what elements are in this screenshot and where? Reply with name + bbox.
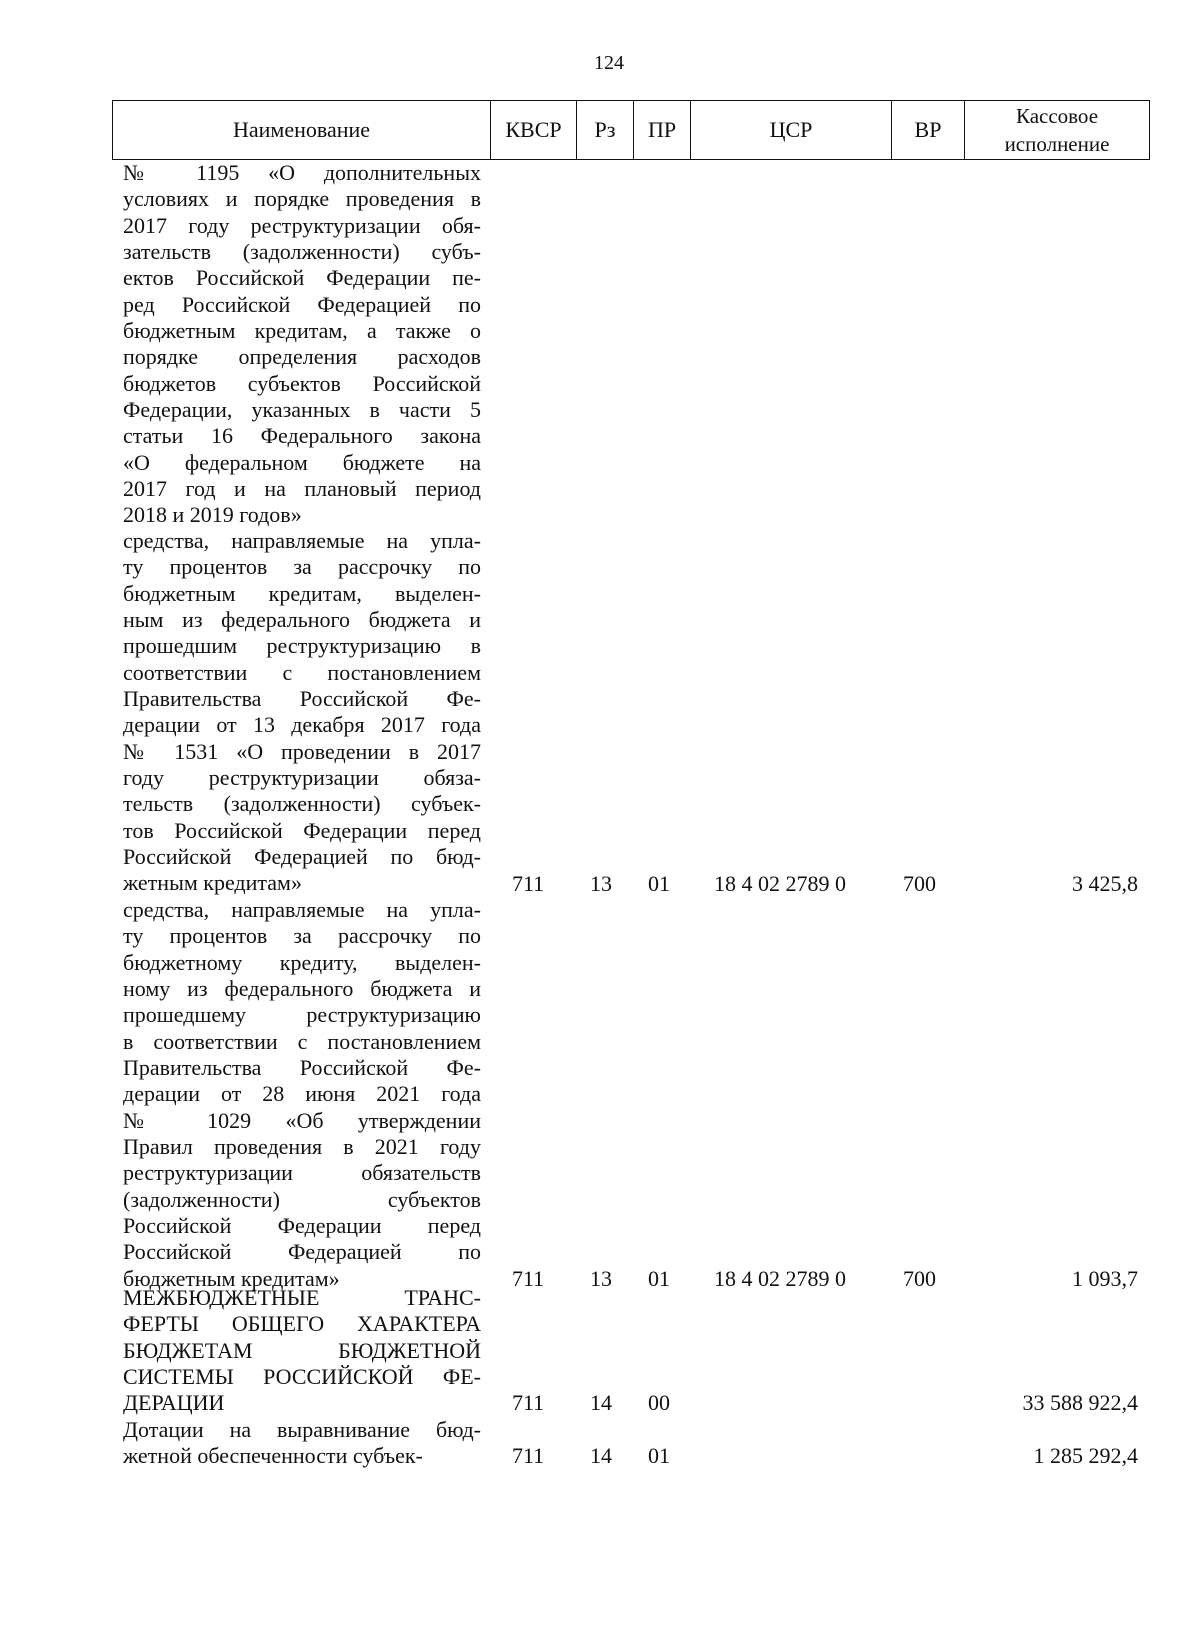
- row-name: [123, 897, 481, 1292]
- table-header: [112, 100, 1150, 160]
- row-name-line: жетным кредитам»: [123, 870, 302, 896]
- row-csr: 18 4 02 2789 0: [714, 870, 846, 896]
- page-number: 124: [594, 52, 624, 74]
- row-name-line: МЕЖБЮДЖЕТНЫЕ ТРАНС-: [123, 1285, 481, 1310]
- row-name-line: статьи 16 Федерального закона: [123, 423, 481, 449]
- row-name-line: прошедшему реструктуризацию: [123, 1002, 481, 1028]
- row-name: [123, 1417, 481, 1470]
- row-name: [123, 160, 481, 529]
- row-name-line: в соответствии с постановлением: [123, 1028, 481, 1054]
- row-name-line: № 1195 «О дополнительных: [123, 160, 481, 185]
- row-name-line: 2017 году реструктуризации обя-: [123, 212, 481, 238]
- row-name-line: «О федеральном бюджете на: [123, 449, 481, 475]
- row-kvsr: 711: [512, 1443, 545, 1469]
- row-csr: 18 4 02 2789 0: [714, 1265, 846, 1291]
- row-name-line: бюджетным кредитам»: [123, 1265, 340, 1291]
- row-name-line: зательств (задолженности) субъ-: [123, 239, 481, 265]
- row-vr: 700: [903, 870, 936, 896]
- row-name-line: бюджетным кредитам, а также о: [123, 318, 481, 344]
- row-kassovoe: 33 588 922,4: [1022, 1390, 1138, 1416]
- row-rz: 14: [590, 1443, 612, 1469]
- row-kassovoe: 1 093,7: [1072, 1265, 1138, 1291]
- row-name-line: средства, направляемые на упла-: [123, 528, 481, 553]
- row-name-line: (задолженности) субъектов: [123, 1186, 481, 1212]
- row-name-line: дерации от 28 июня 2021 года: [123, 1081, 481, 1107]
- row-name: [123, 528, 481, 897]
- header-kassovoe-line-1: Кассовое: [1015, 104, 1099, 128]
- row-name-line: № 1531 «О проведении в 2017: [123, 738, 481, 764]
- row-name-line: тельств (задолженности) субъек-: [123, 791, 481, 817]
- header-kassovoe-ispolnenie: [965, 101, 1149, 159]
- header-csr: ЦСР: [691, 101, 892, 159]
- row-pr: 00: [648, 1390, 670, 1416]
- row-kassovoe: 1 285 292,4: [1033, 1443, 1138, 1469]
- row-name-line: СИСТЕМЫ РОССИЙСКОЙ ФЕ-: [123, 1364, 481, 1390]
- row-kvsr: 711: [512, 870, 545, 896]
- header-kassovoe-line-2: исполнение: [1004, 132, 1110, 156]
- row-name-line: БЮДЖЕТАМ БЮДЖЕТНОЙ: [123, 1337, 481, 1363]
- row-pr: 01: [648, 1265, 670, 1291]
- row-name-line: реструктуризации обязательств: [123, 1160, 481, 1186]
- row-name-line: ектов Российской Федерации пе-: [123, 265, 481, 291]
- row-name-line: прошедшим реструктуризацию в: [123, 633, 481, 659]
- row-name-line: году реструктуризации обяза-: [123, 765, 481, 791]
- row-name-line: Правил проведения в 2021 году: [123, 1134, 481, 1160]
- row-vr: 700: [903, 1265, 936, 1291]
- header-pr: ПР: [634, 101, 691, 159]
- row-name-line: Российской Федерацией по бюд-: [123, 844, 481, 870]
- row-kassovoe: 3 425,8: [1072, 870, 1138, 896]
- row-rz: 14: [590, 1390, 612, 1416]
- row-name-line: ФЕРТЫ ОБЩЕГО ХАРАКТЕРА: [123, 1311, 481, 1337]
- row-name: [123, 1285, 481, 1417]
- row-name-line: Российской Федерацией по: [123, 1239, 481, 1265]
- header-rz: Рз: [577, 101, 634, 159]
- row-name-line: ред Российской Федерацией по: [123, 291, 481, 317]
- row-name-line: бюджетов субъектов Российской: [123, 370, 481, 396]
- row-name-line: порядке определения расходов: [123, 344, 481, 370]
- row-name-line: Правительства Российской Фе-: [123, 686, 481, 712]
- row-name-line: Дотации на выравнивание бюд-: [123, 1417, 481, 1442]
- row-name-line: 2018 и 2019 годов»: [123, 502, 302, 528]
- row-kvsr: 711: [512, 1265, 545, 1291]
- row-name-line: условиях и порядке проведения в: [123, 186, 481, 212]
- row-name-line: жетной обеспеченности субъек-: [123, 1443, 423, 1469]
- row-name-line: соответствии с постановлением: [123, 659, 481, 685]
- row-name-line: ным из федерального бюджета и: [123, 607, 481, 633]
- row-name-line: № 1029 «Об утверждении: [123, 1107, 481, 1133]
- row-name-line: 2017 год и на плановый период: [123, 476, 481, 502]
- row-name-line: средства, направляемые на упла-: [123, 897, 481, 922]
- header-vr: ВР: [892, 101, 965, 159]
- row-rz: 13: [590, 1265, 612, 1291]
- row-name-line: бюджетному кредиту, выделен-: [123, 949, 481, 975]
- row-rz: 13: [590, 870, 612, 896]
- header-name: Наименование: [113, 101, 491, 159]
- row-name-line: Российской Федерации перед: [123, 1213, 481, 1239]
- row-name-line: ному из федерального бюджета и: [123, 976, 481, 1002]
- row-pr: 01: [648, 870, 670, 896]
- header-kvsr: КВСР: [491, 101, 577, 159]
- row-name-line: Федерации, указанных в части 5: [123, 397, 481, 423]
- row-name-line: ту процентов за рассрочку по: [123, 554, 481, 580]
- row-kvsr: 711: [512, 1390, 545, 1416]
- row-name-line: ДЕРАЦИИ: [123, 1390, 225, 1416]
- row-name-line: тов Российской Федерации перед: [123, 817, 481, 843]
- row-name-line: бюджетным кредитам, выделен-: [123, 580, 481, 606]
- row-name-line: Правительства Российской Фе-: [123, 1055, 481, 1081]
- row-pr: 01: [648, 1443, 670, 1469]
- row-name-line: ту процентов за рассрочку по: [123, 923, 481, 949]
- row-name-line: дерации от 13 декабря 2017 года: [123, 712, 481, 738]
